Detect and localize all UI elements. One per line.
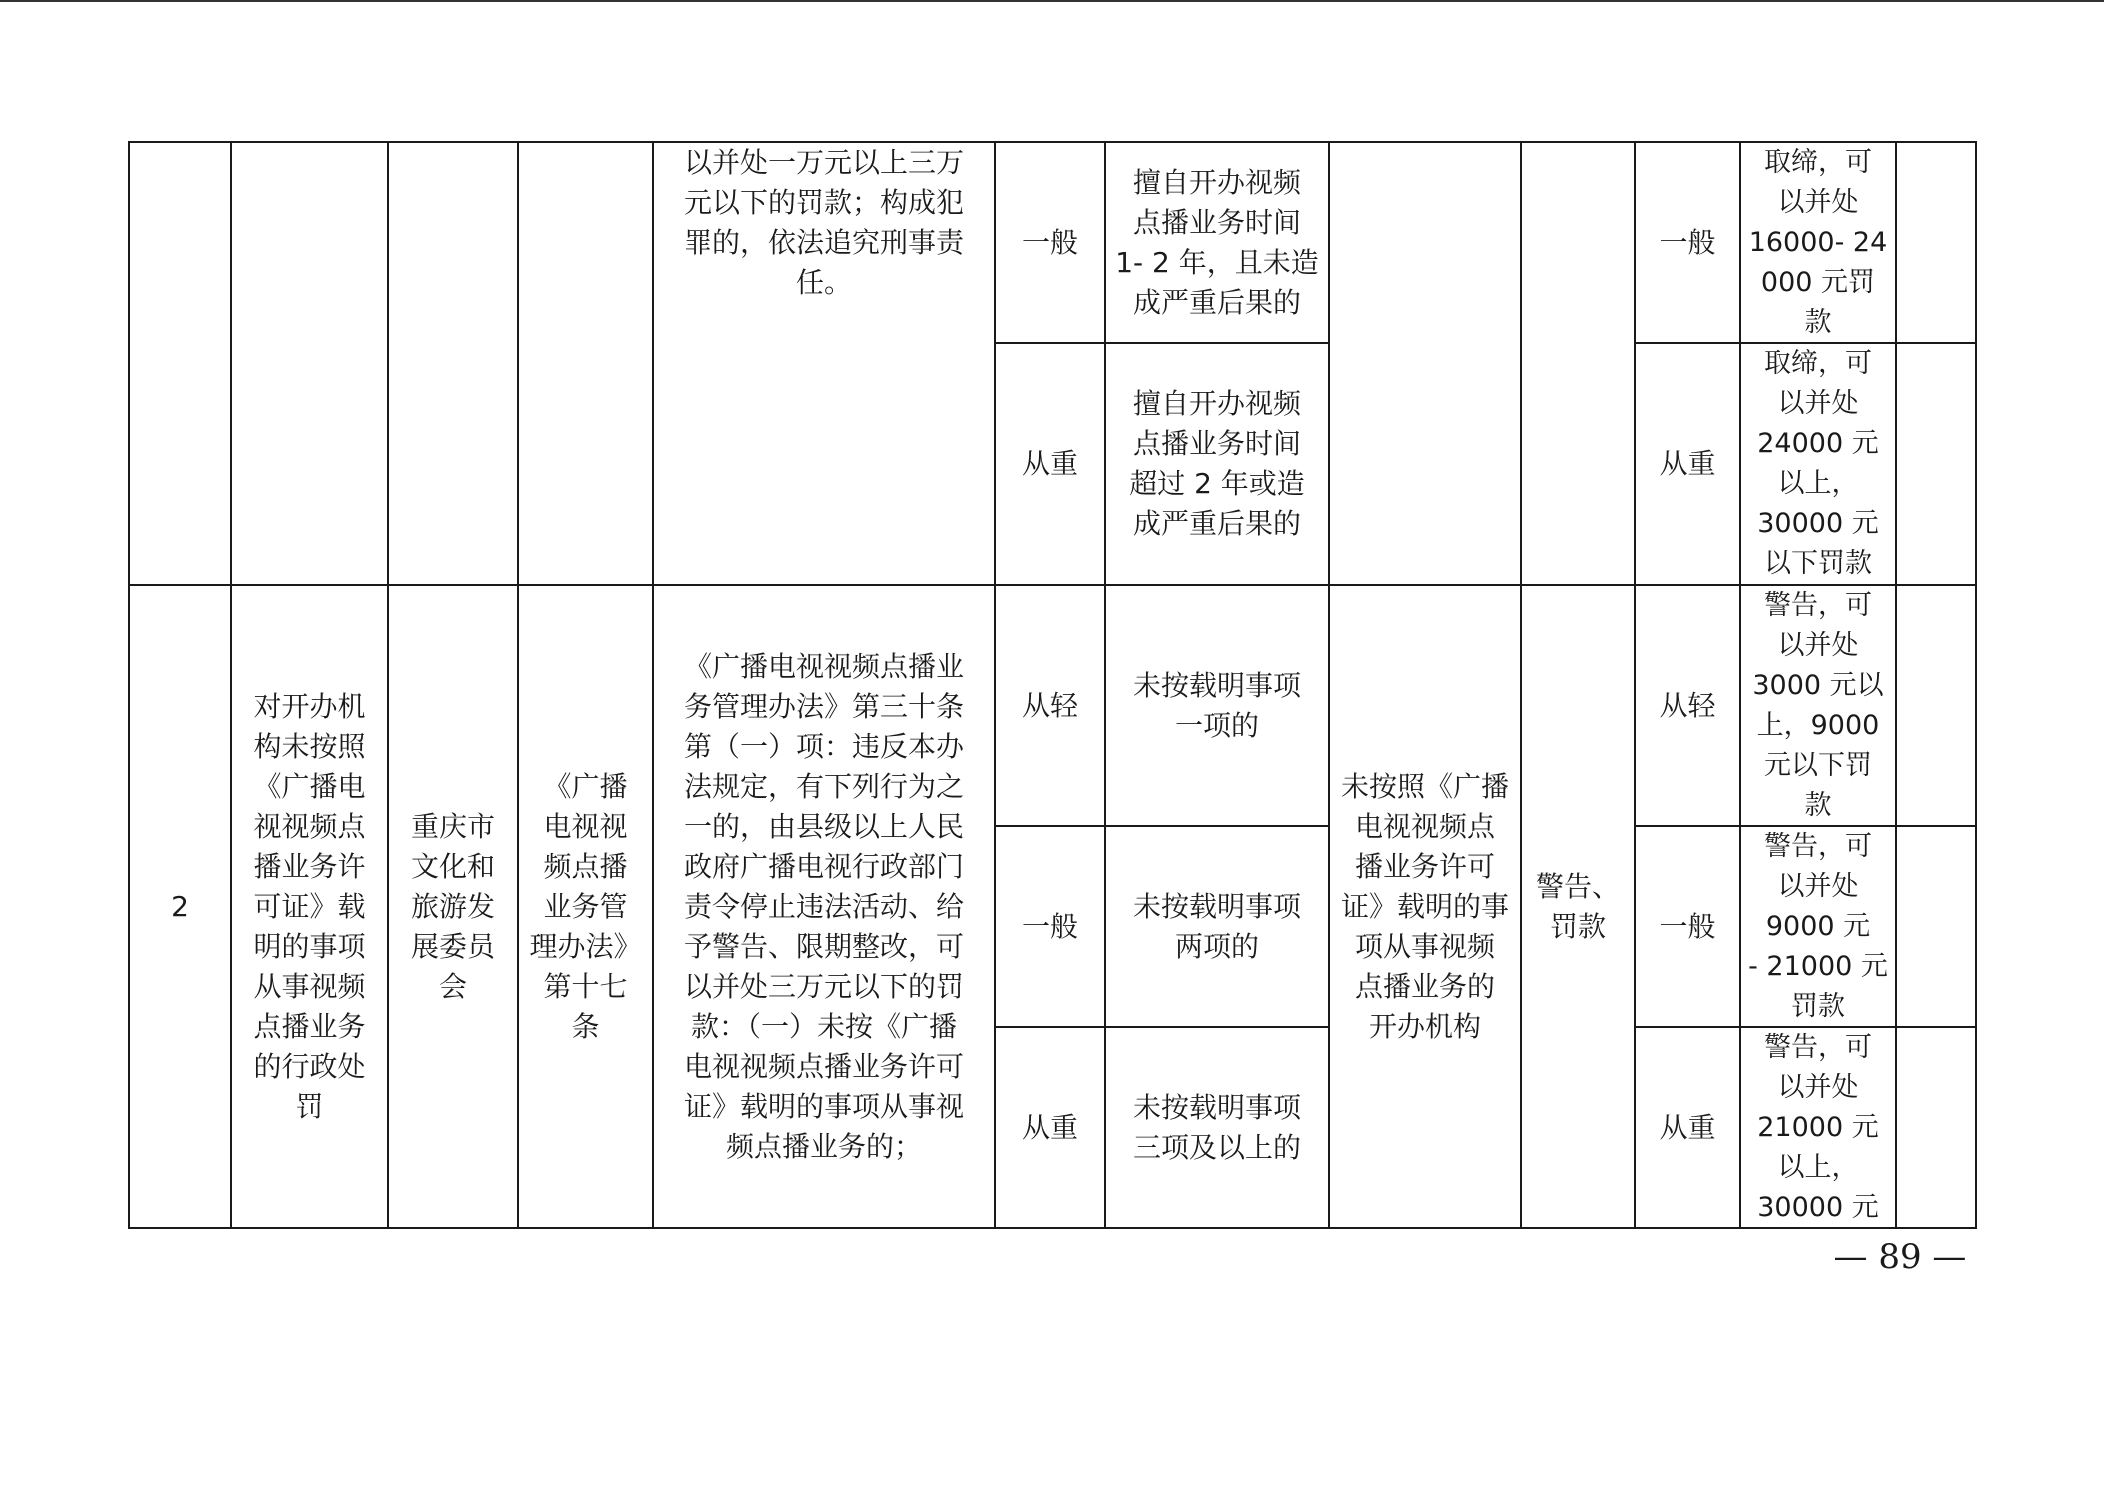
row2-circumstance-level-1: 从轻: [1021, 688, 1078, 722]
row1-standard-level-1: 一般: [1659, 225, 1716, 259]
row2-circumstance-level-3: 从重: [1021, 1110, 1078, 1144]
row2-number: 2: [171, 889, 189, 923]
page-number: — 89 —: [1833, 1237, 1967, 1277]
row2-standard-penalty-2: 警告，可 以并处 9000 元 - 21000 元 罚款: [1748, 830, 1888, 1022]
row2-item-name: 对开办机 构未按照 《广播电 视视频点 播业务许 可证》载 明的事项 从事视频 点播业务 的行政处 罚: [253, 689, 366, 1123]
row2-standard-level-2: 一般: [1659, 909, 1716, 943]
column-rule: [1975, 141, 1977, 1229]
row2-circumstance-level-2: 一般: [1021, 909, 1078, 943]
row2-penalty-type: 警告、 罚款: [1535, 869, 1620, 943]
row1-standard-penalty-1: 取缔，可 以并处 16000- 24 000 元罚 款: [1748, 146, 1888, 338]
row2-standard-level-3: 从重: [1659, 1110, 1716, 1144]
row2-basis-text: 《广播电视视频点播业 务管理办法》第三十条 第（一）项：违反本办 法规定，有下列行为之 一的，由县级以上人民 政府广播电视行政部门 责令停止违法活动、给 予警告、限期整改，可 以并处三万元以下的罚 款：（一）未按《广播 电视视频点播业务许可 证》载明的事项从事视 频点播业务的；: [683, 649, 964, 1163]
row1-basis-text: 以并处一万元以上三万 元以下的罚款；构成犯 罪的，依法追究刑事责 任。: [683, 146, 964, 299]
row1-circumstance-level-2: 从重: [1021, 447, 1078, 480]
column-rule: [1895, 141, 1897, 1229]
row2-circumstance-description-1: 未按载明事项 一项的: [1132, 668, 1301, 742]
row1-standard-penalty-2: 取缔，可 以并处 24000 元 以上， 30000 元 以下罚款: [1757, 348, 1879, 579]
row2-subject: 未按照《广播 电视视频点 播业务许可 证》载明的事 项从事视频 点播业务的 开办机构: [1340, 769, 1509, 1043]
row2-law: 《广播 电视视 频点播 业务管 理办法》 第十七 条: [529, 769, 642, 1043]
row2-standard-penalty-3: 警告，可 以并处 21000 元 以上， 30000 元: [1757, 1031, 1879, 1223]
row1-circumstance-description-2: 擅自开办视频 点播业务时间 超过 2 年或造 成严重后果的: [1129, 387, 1305, 540]
row2-standard-level-1: 从轻: [1659, 688, 1716, 722]
row1-circumstance-description-1: 擅自开办视频 点播业务时间 1- 2 年，且未造 成严重后果的: [1115, 165, 1319, 319]
table-bottom-rule: [128, 1227, 1977, 1229]
row2-circumstance-description-2: 未按载明事项 两项的: [1132, 889, 1301, 963]
row1-circumstance-level-1: 一般: [1021, 225, 1078, 259]
row2-circumstance-description-3: 未按载明事项 三项及以上的: [1132, 1090, 1301, 1164]
row1-standard-level-2: 从重: [1659, 447, 1716, 480]
row2-standard-penalty-1: 警告，可 以并处 3000 元以 上，9000 元以下罚 款: [1752, 589, 1884, 821]
row2-authority: 重庆市 文化和 旅游发 展委员 会: [410, 809, 495, 1003]
